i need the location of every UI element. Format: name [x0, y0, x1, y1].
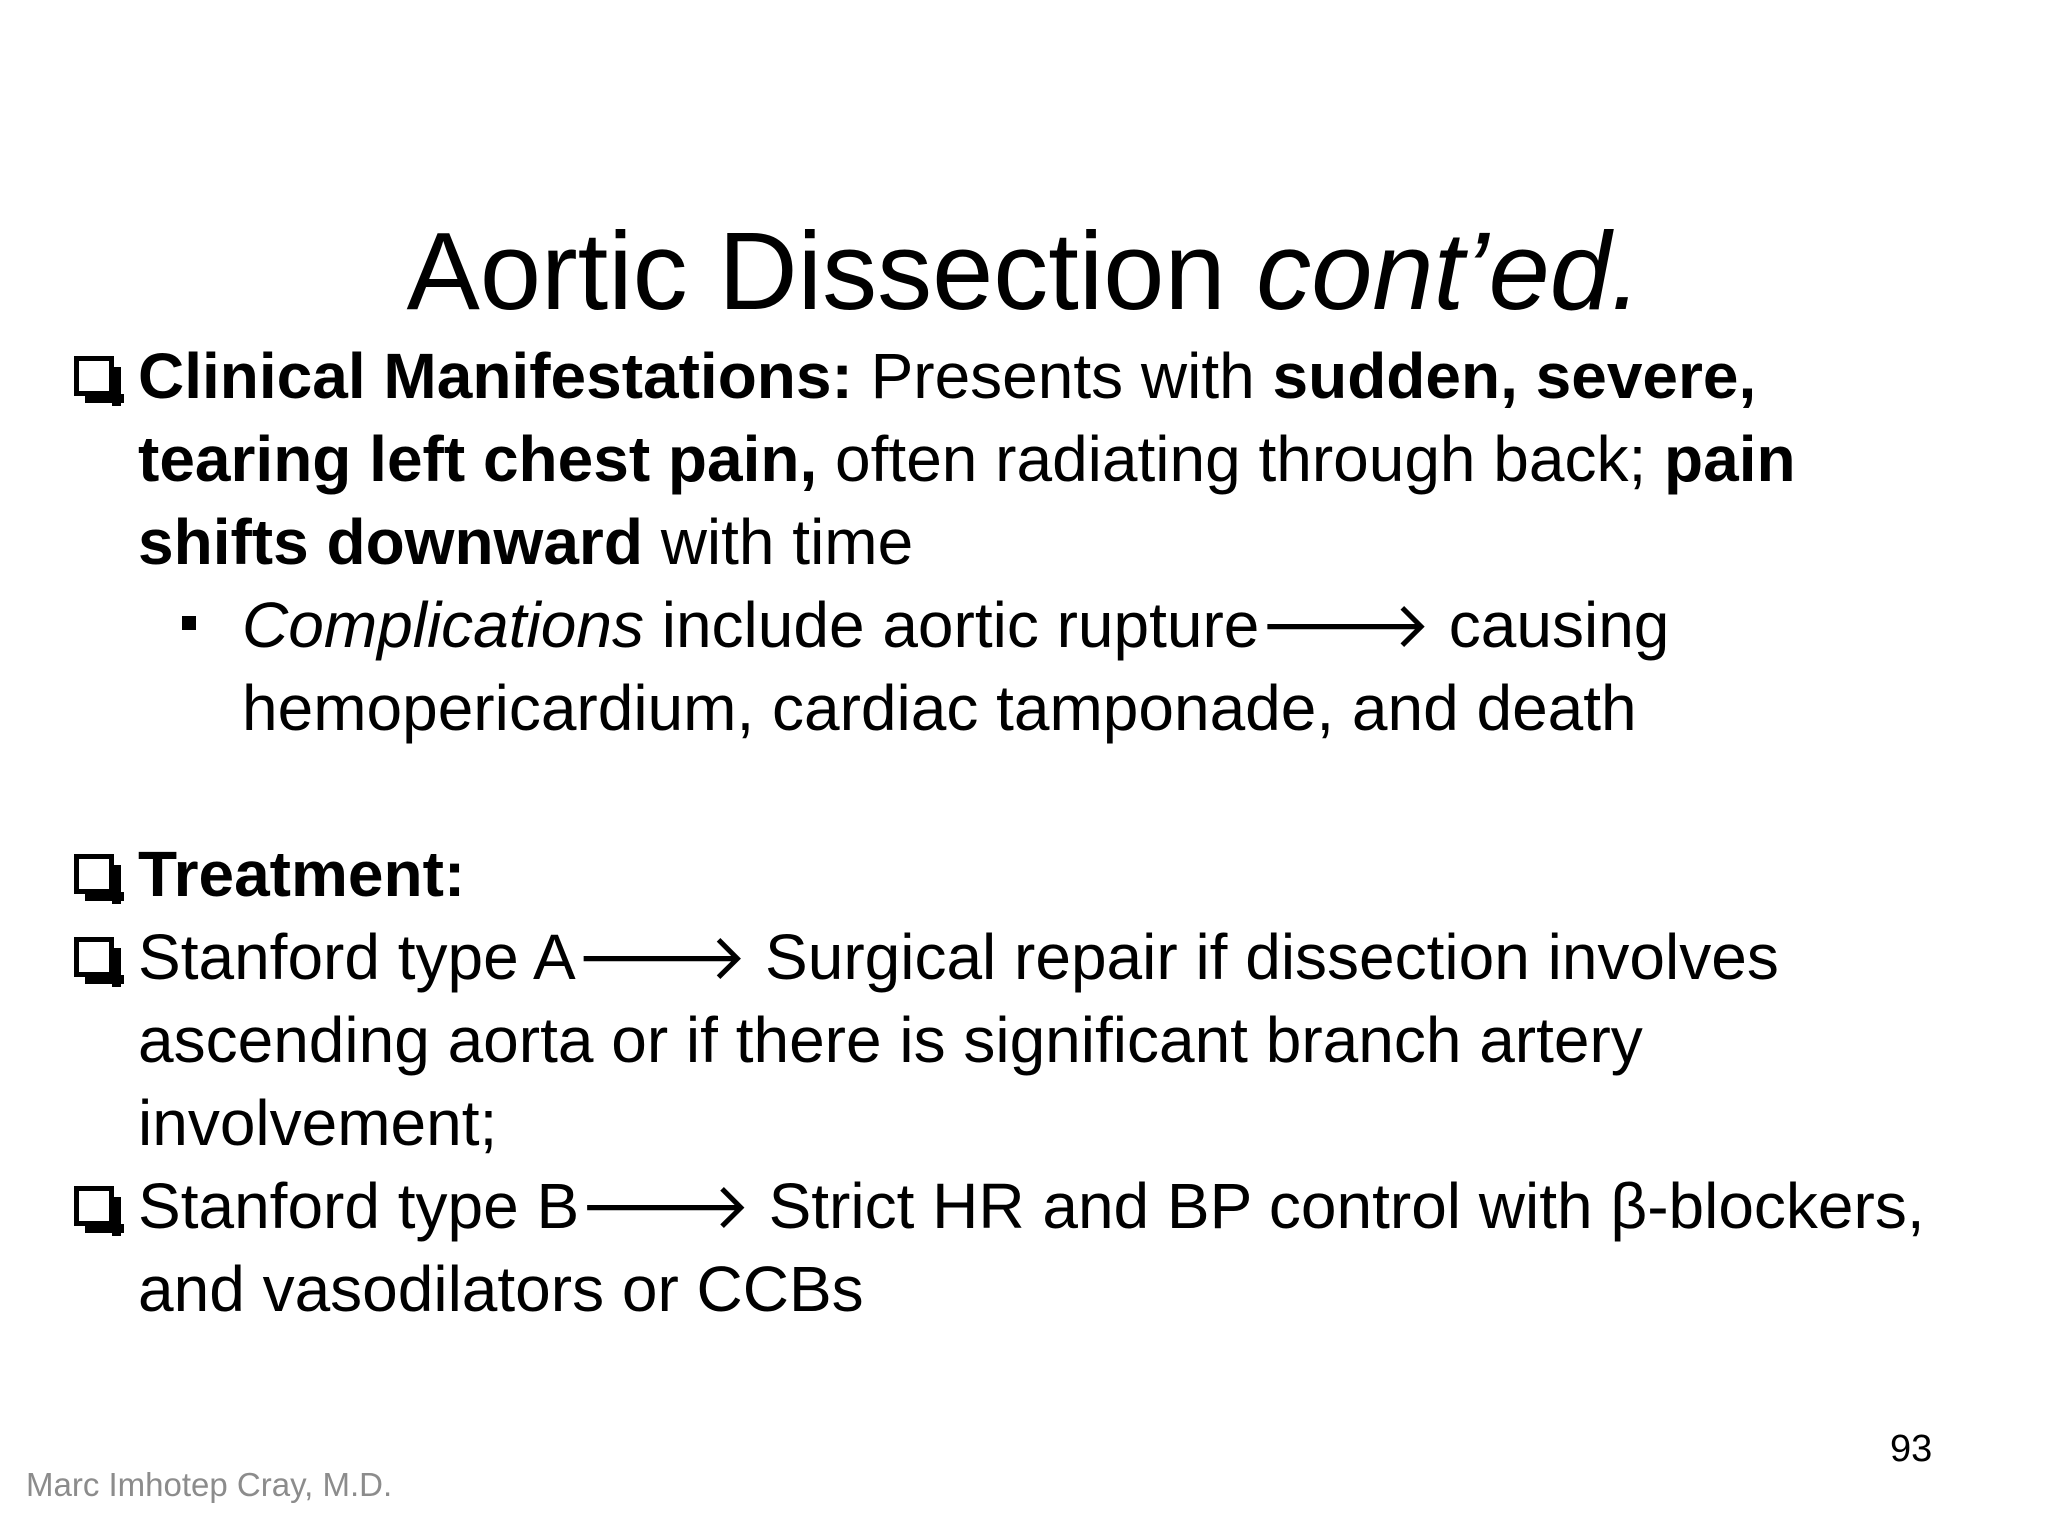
checkbox-bullet-icon	[74, 854, 114, 894]
stanford-type-b-item	[74, 1165, 1974, 1331]
square-bullet-icon	[182, 616, 196, 630]
checkbox-bullet-icon	[74, 356, 114, 396]
checkbox-bullet-icon	[74, 1186, 114, 1226]
clinical-text-3: with time	[642, 506, 914, 578]
complications-text-2: causing hemopericardium, cardiac tamponade, and death	[242, 589, 1670, 744]
slide-content	[74, 335, 1974, 1331]
arrow-right-icon: 🡒	[579, 1170, 751, 1242]
slide-title	[0, 202, 2048, 342]
title-main: Aortic Dissection	[406, 209, 1257, 333]
title-italic: cont’ed.	[1256, 209, 1642, 333]
arrow-right-icon: 🡒	[575, 921, 748, 993]
treatment-label: Treatment:	[138, 838, 466, 910]
arrow-right-icon: 🡒	[1259, 589, 1431, 661]
stanford-type-a-item	[74, 916, 1974, 1165]
clinical-bold-1: sudden, severe, tearing left chest pain,	[138, 340, 1757, 495]
stanford-a-text-2: Surgical repair if dissection involves ascending aorta or if there is significant branch artery involvement;	[138, 921, 1779, 1159]
complications-italic: Complications	[242, 589, 644, 661]
complications-text: include aortic rupture	[643, 589, 1260, 661]
clinical-bold-2: pain shifts downward	[138, 423, 1796, 578]
stanford-b-text-2: Strict HR and BP control with β-blockers, and vasodilators or CCBs	[138, 1170, 1925, 1325]
stanford-b-text: Stanford type B	[138, 1170, 580, 1242]
clinical-text-2: often radiating through back;	[817, 423, 1665, 495]
stanford-a-text: Stanford type A	[138, 921, 576, 993]
spacer	[74, 750, 1974, 833]
footer-author: Marc Imhotep Cray, M.D.	[26, 1466, 393, 1503]
complications-subitem	[74, 584, 1974, 750]
page-number: 93	[1890, 1428, 1933, 1470]
clinical-manifestations-item	[74, 335, 1974, 584]
checkbox-bullet-icon	[74, 937, 114, 977]
treatment-item	[74, 833, 1974, 916]
clinical-label: Clinical Manifestations:	[138, 340, 853, 412]
clinical-text-1: Presents with	[852, 340, 1273, 412]
